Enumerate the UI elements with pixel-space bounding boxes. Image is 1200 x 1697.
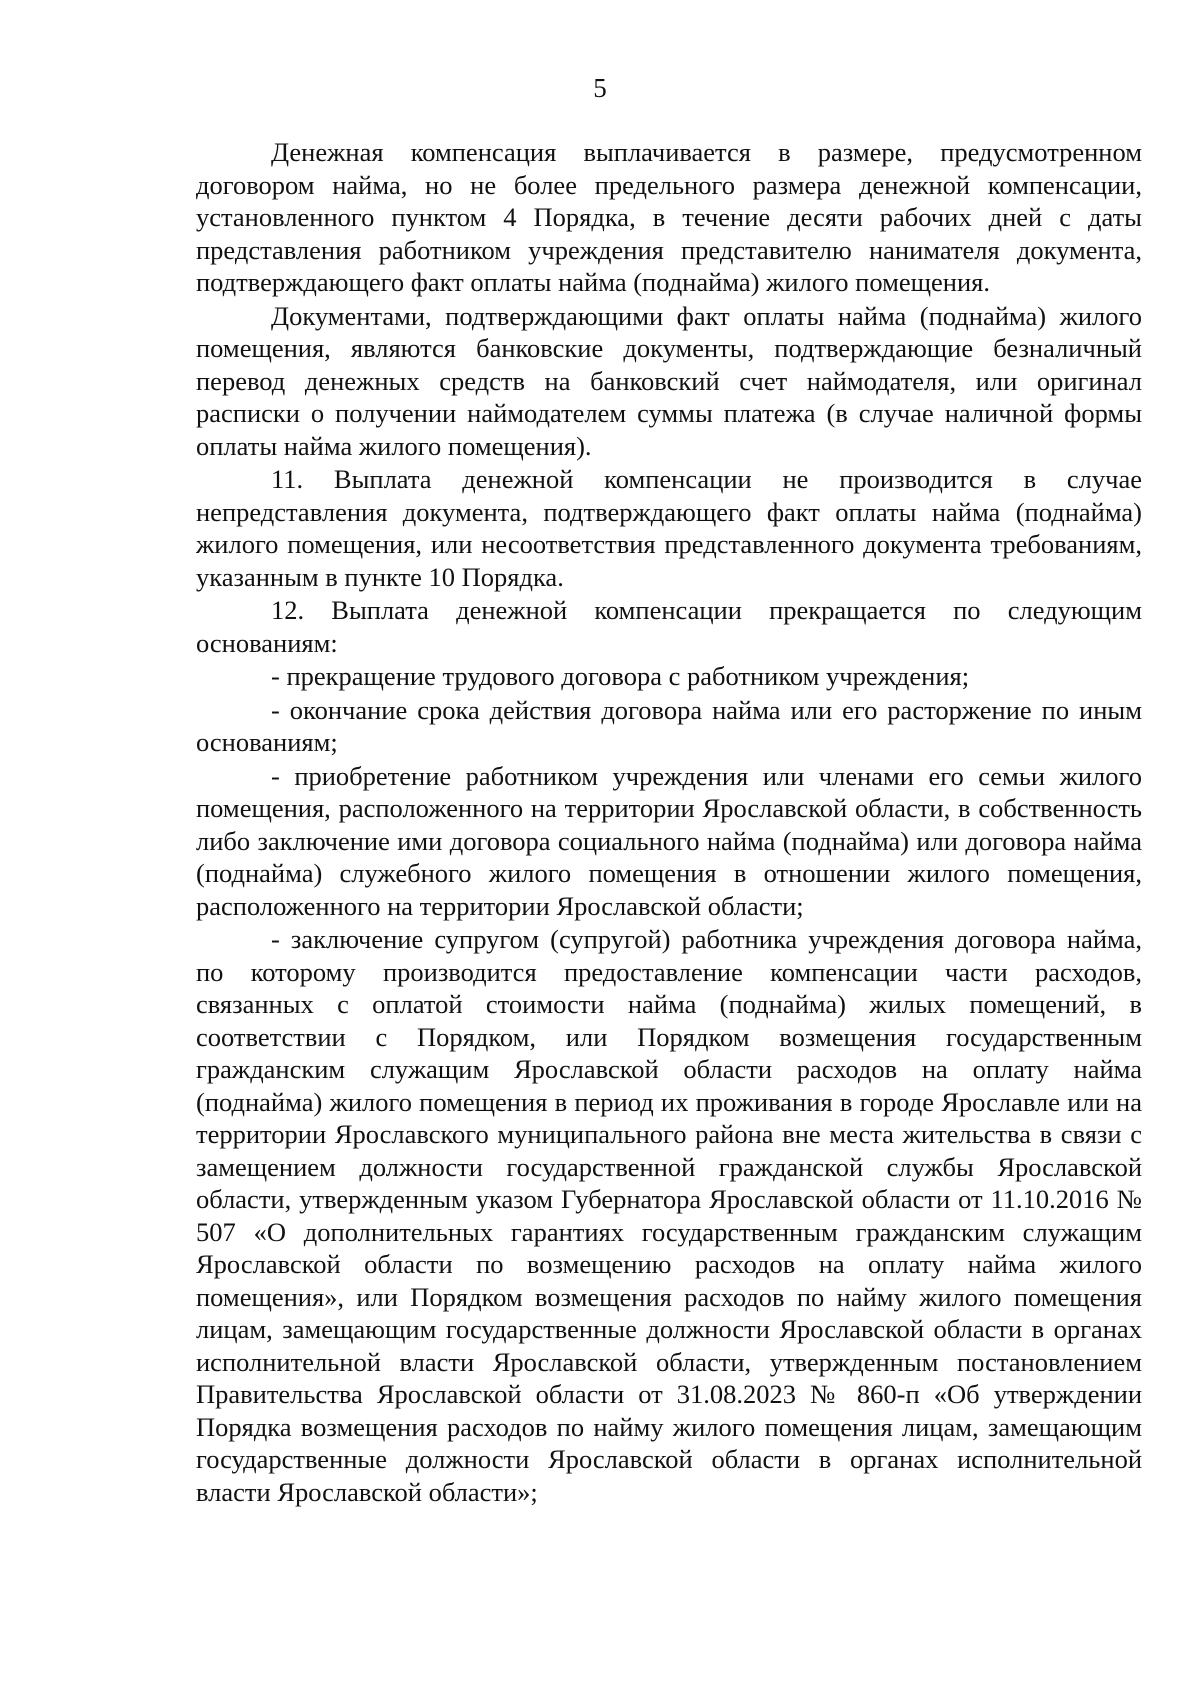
paragraph-compensation-payment: Денежная компенсация выплачивается в размере, предусмотренном договором найма, но не более предельного размера денежной компенсации, установленного пунктом 4 Порядка, в течение десяти рабочих дней с даты представления работником учреждения представителю нанимателя документа, подтверждающего факт оплаты найма (поднайма) жилого помещения. <box>196 137 1142 297</box>
list-item-lease-expiry: - окончание срока действия договора найма или его расторжение по иным основаниям; <box>196 694 1142 757</box>
paragraph-item-11: 11. Выплата денежной компенсации не производится в случае непредставления документа, подтверждающего факт оплаты найма (поднайма) жилого помещения, или несоответствия представленного документа требованиям, указанным в пункте 10 Порядка. <box>196 464 1142 592</box>
paragraph-payment-documents: Документами, подтверждающими факт оплаты найма (поднайма) жилого помещения, являются банковские документы, подтверждающие безналичный перевод денежных средств на банковский счет наймодателя, или оригинал расписки о получении наймодателем суммы платежа (в случае наличной формы оплаты найма жилого помещения). <box>196 300 1142 461</box>
paragraph-item-12: 12. Выплата денежной компенсации прекращается по следующим основаниям: <box>196 595 1142 658</box>
page-number: 5 <box>593 73 607 103</box>
document-body <box>196 136 1142 1508</box>
list-item-spouse-lease: - заключение супругом (супругой) работника учреждения договора найма, по которому производится предоставление компенсации части расходов, связанных с оплатой стоимости найма (поднайма) жилых помещений, в соответствии с Порядком, или Порядком возмещения государственным гражданским служащим Ярославской области расходов на оплату найма (поднайма) жилого помещения в период их проживания в городе Ярославле или на территории Ярославского муниципального района вне места жительства в связи с замещением должности государственной гражданской службы Ярославской области, утвержденным указом Губернатора Ярославской области от 11.10.2016 № 507 «О дополнительных гарантиях государственным гражданским служащим Ярославской области по возмещению расходов на оплату найма жилого помещения», или Порядком возмещения расходов по найму жилого помещения лицам, замещающим государственные должности Ярославской области в органах исполнительной власти Ярославской области, утвержденным постановлением Правительства Ярославской области от 31.08.2023 № 860-п «Об утверждении Порядка возмещения расходов по найму жилого помещения лицам, замещающим государственные должности Ярославской области в органах исполнительной власти Ярославской области»; <box>196 924 1142 1507</box>
list-item-contract-termination: - прекращение трудового договора с работником учреждения; <box>271 661 970 691</box>
list-item-housing-acquisition: - приобретение работником учреждения или членами его семьи жилого помещения, расположенного на территории Ярославской области, в собственность либо заключение ими договора социального найма (поднайма) или договора найма (поднайма) служебного жилого помещения в отношении жилого помещения, расположенного на территории Ярославской области; <box>196 760 1142 921</box>
